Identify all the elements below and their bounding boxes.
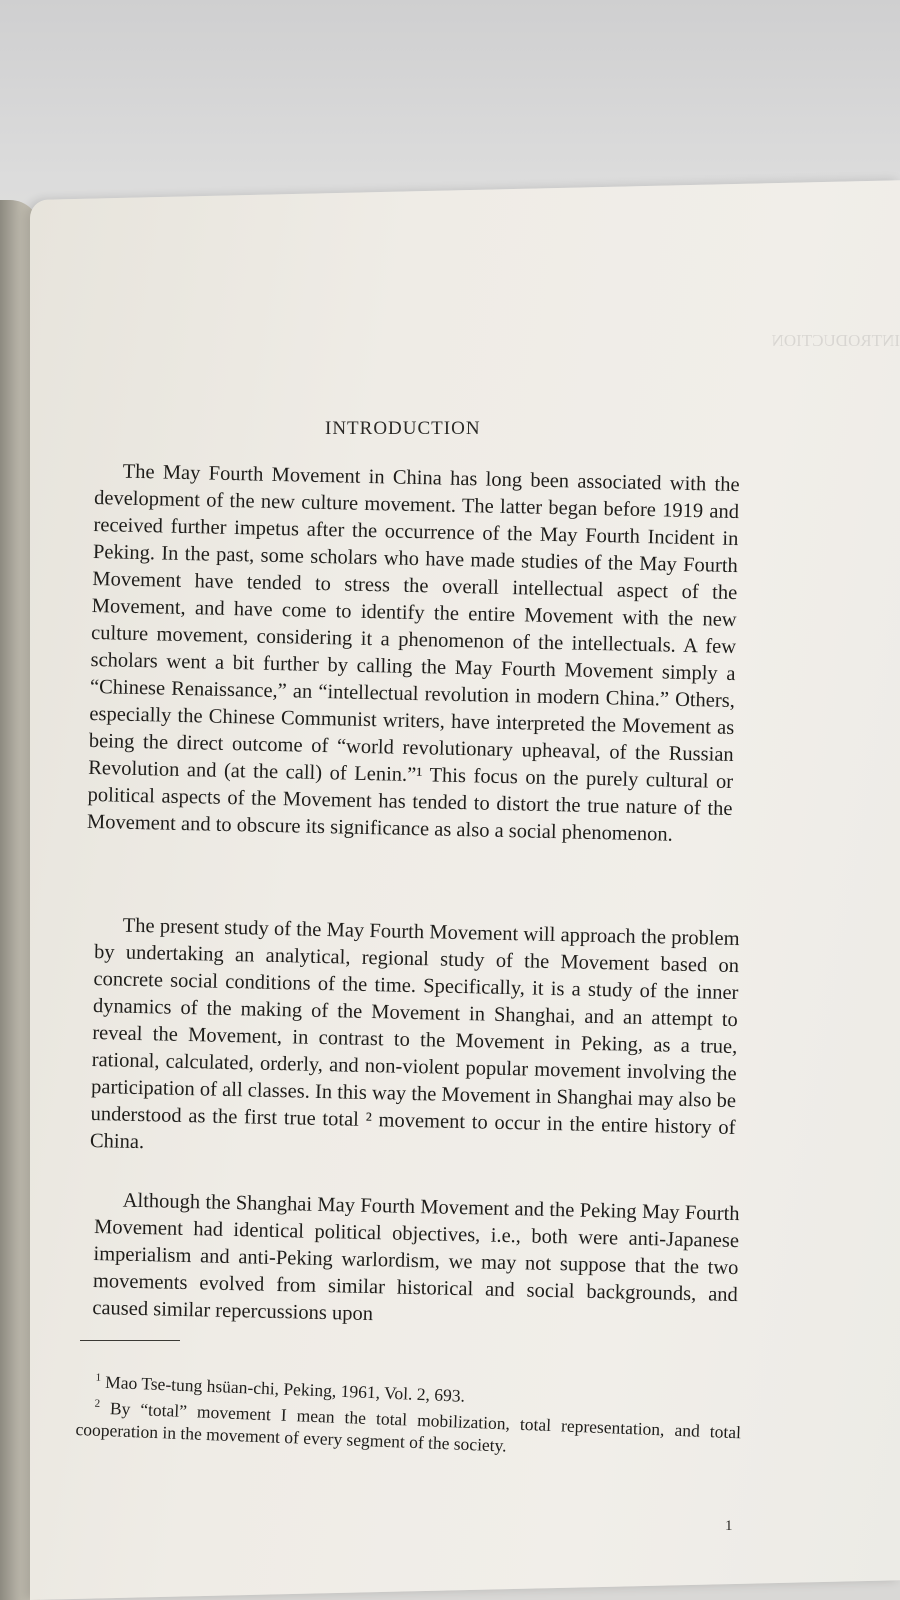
footnote-mark: 2 (94, 1397, 101, 1410)
chapter-heading: INTRODUCTION (325, 418, 481, 439)
show-through-text: INTRODUCTION (771, 331, 900, 350)
paragraph-text: The present study of the May Fourth Movement will approach the problem by undertaking an analytical, regional study of the Movement based on concrete social conditions of the time. Specifically, it is a study of the inner dynamics of the making of the Movement in Shanghai, and an attempt to reveal the Movement, in contrast to the Movement in Peking, as a true, rational, calculated, orderly, and non-violent popular movement involving the participation of all classes. In this way the Movement in Shanghai may also be understood as the first true total ² movement to occur in the entire history of China. (89, 914, 740, 1154)
footnote-text: Mao Tse-tung hsüan-chi, Peking, 1961, Vol. 2, 693. (104, 1371, 466, 1406)
footnote-mark: 1 (95, 1371, 102, 1384)
paragraph-1 (87, 458, 740, 850)
footnote-divider (80, 1340, 180, 1341)
paragraph-text: The May Fourth Movement in China has long been associated with the development of the new culture movement. The latter began before 1919 and received further impetus after the occurrence of the May Fourth Incident in Peking. In the past, some scholars who have made studies of the May Fourth Movement have tended to stress the overall intellectual aspect of the Movement, and have come to identify the entire Movement with the new culture movement, considering it a phenomenon of the intellectuals. A few scholars went a bit further by calling the May Fourth Movement simply a “Chinese Renaissance,” an “intellectual revolution in modern China.” Others, especially the Chinese Communist writers, have interpreted the Movement as being the direct outcome of “world revolutionary upheaval, of the Russian Revolution and (at the call) of Lenin.”¹ This focus on the purely cultural or political aspects of the Movement has tended to distort the true nature of the Movement and to obscure its significance as also a social phenomenon. (86, 460, 740, 846)
paragraph-text: Although the Shanghai May Fourth Movement and the Peking May Fourth Movement had identical political objectives, i.e., both were anti-Japanese imperialism and anti-Peking warlordism, we may not suppose that the two movements evolved from similar historical and social backgrounds, and caused similar repercussions upon (92, 1189, 740, 1326)
page-number: 1 (725, 1518, 733, 1534)
footnote-text: By “total” movement I mean the total mobilization, total representation, and total cooperation in the movement of every segment of the society. (75, 1397, 742, 1456)
paragraph-3 (92, 1187, 740, 1336)
paragraph-2 (90, 912, 740, 1169)
